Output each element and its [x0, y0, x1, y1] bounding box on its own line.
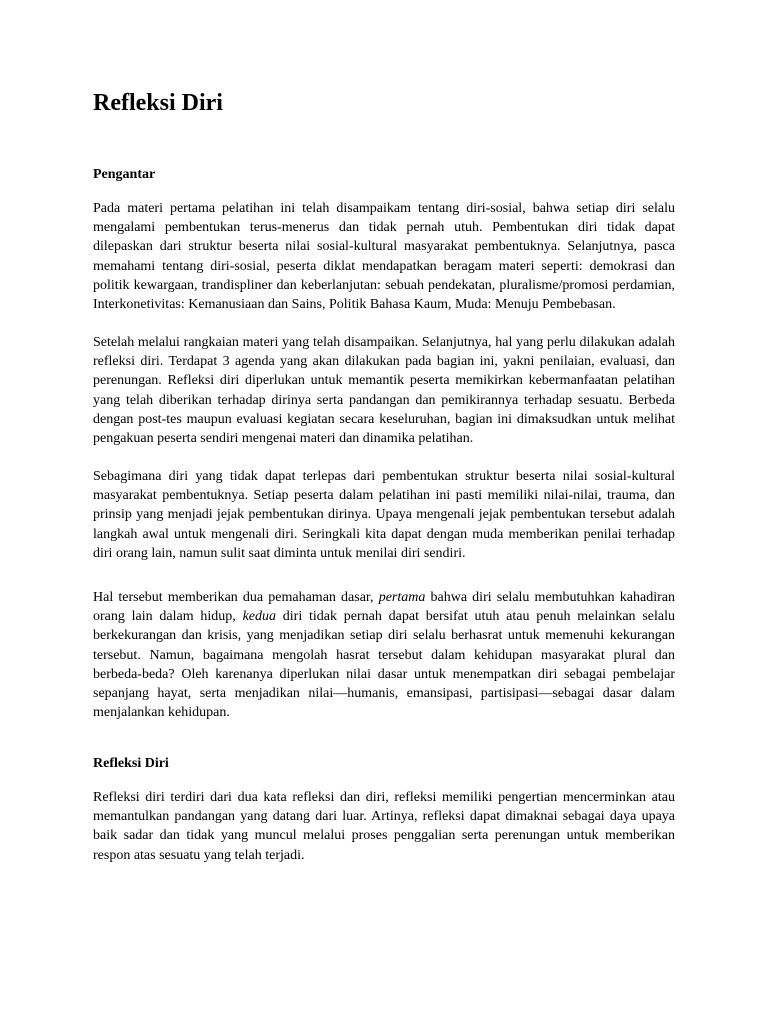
section-heading-pengantar: Pengantar [93, 167, 156, 182]
paragraph-pengantar-1: Pada materi pertama pelatihan ini telah disampaikam tentang diri-sosial, bahwa setiap diri selalu mengalami pembentukan terus-menerus dan tidak pernah utuh. Pembentukan diri tidak dapat dilepaskan dari struktur beserta nilai sosial-kultural masyarakat pembentuknya. Selanjutnya, pasca memahami tentang diri-sosial, peserta diklat mendapatkan beragam materi seperti: demokrasi dan politik kewargaan, trandispliner dan keberlanjutan: sebuah pendekatan, pluralisme/promosi perdamian, Interkonetivitas: Kemanusiaan dan Sains, Politik Bahasa Kaum, Muda: Menuju Pembebasan. [93, 201, 675, 313]
paragraph-text-segment: bahwa diri selalu membutuhkan kahadiran orang lain dalam hidup, [93, 590, 675, 625]
paragraph-text-segment: Hal tersebut memberikan dua pemahaman dasar, [93, 590, 379, 605]
paragraph-pengantar-3: Sebagimana diri yang tidak dapat terlepas dari pembentukan struktur beserta nilai sosial-kultural masyarakat pembentuknya. Setiap peserta dalam pelatihan ini pasti memiliki nilai-nilai, trauma, dan prinsip yang menjadi jejak pembentukan dirinya. Upaya mengenali jejak pembentukan tersebut adalah langkah awal untuk mengenali diri. Seringkali kita dapat dengan muda memberikan penilai terhadap diri orang lain, namun sulit saat diminta untuk menilai diri sendiri. [93, 469, 675, 561]
paragraph-pengantar-2: Setelah melalui rangkaian materi yang telah disampaikan. Selanjutnya, hal yang perlu dilakukan adalah refleksi diri. Terdapat 3 agenda yang akan dilakukan pada bagian ini, yakni penilaian, evaluasi, dan perenungan. Refleksi diri diperlukan untuk memantik peserta memikirkan kebermanfaatan pelatihan yang telah diberikan terhadap dirinya serta pandangan dan pemikirannya terhadap sesuatu. Berbeda dengan post-tes maupun evaluasi kegiatan secara keseluruhan, bagian ini dimaksudkan untuk melihat pengakuan peserta sendiri mengenai materi dan dinamika pelatihan. [93, 335, 675, 447]
document-title: Refleksi Diri [93, 90, 223, 116]
emphasis-pertama: pertama [378, 590, 426, 605]
section-heading-refleksi-diri: Refleksi Diri [93, 756, 169, 771]
paragraph-text-segment: diri tidak pernah dapat bersifat utuh atau penuh melainkan selalu berkekurangan dan krisis, yang menjadikan setiap diri selalu berhasrat untuk memenuhi kekurangan tersebut. Namun, bagaimana mengolah hasrat tersebut dalam kehidupan masyarakat plural dan berbeda-beda? Oleh karenanya diperlukan nilai dasar untuk menempatkan diri sebagai pembelajar sepanjang hayat, serta menjadikan nilai—humanis, emansipasi, partisipasi—sebagai dasar dalam menjalankan kehidupan. [93, 609, 675, 721]
paragraph-pengantar-4 [93, 588, 675, 722]
emphasis-kedua: kedua [242, 609, 277, 625]
paragraph-refleksi-diri-1: Refleksi diri terdiri dari dua kata refleksi dan diri, refleksi memiliki pengertian mencerminkan atau memantulkan pandangan yang datang dari luar. Artinya, refleksi dapat dimaknai sebagai daya upaya baik sadar dan tidak yang muncul melalui proses penggalian serta perenungan untuk memberikan respon atas sesuatu yang telah terjadi. [93, 790, 675, 863]
